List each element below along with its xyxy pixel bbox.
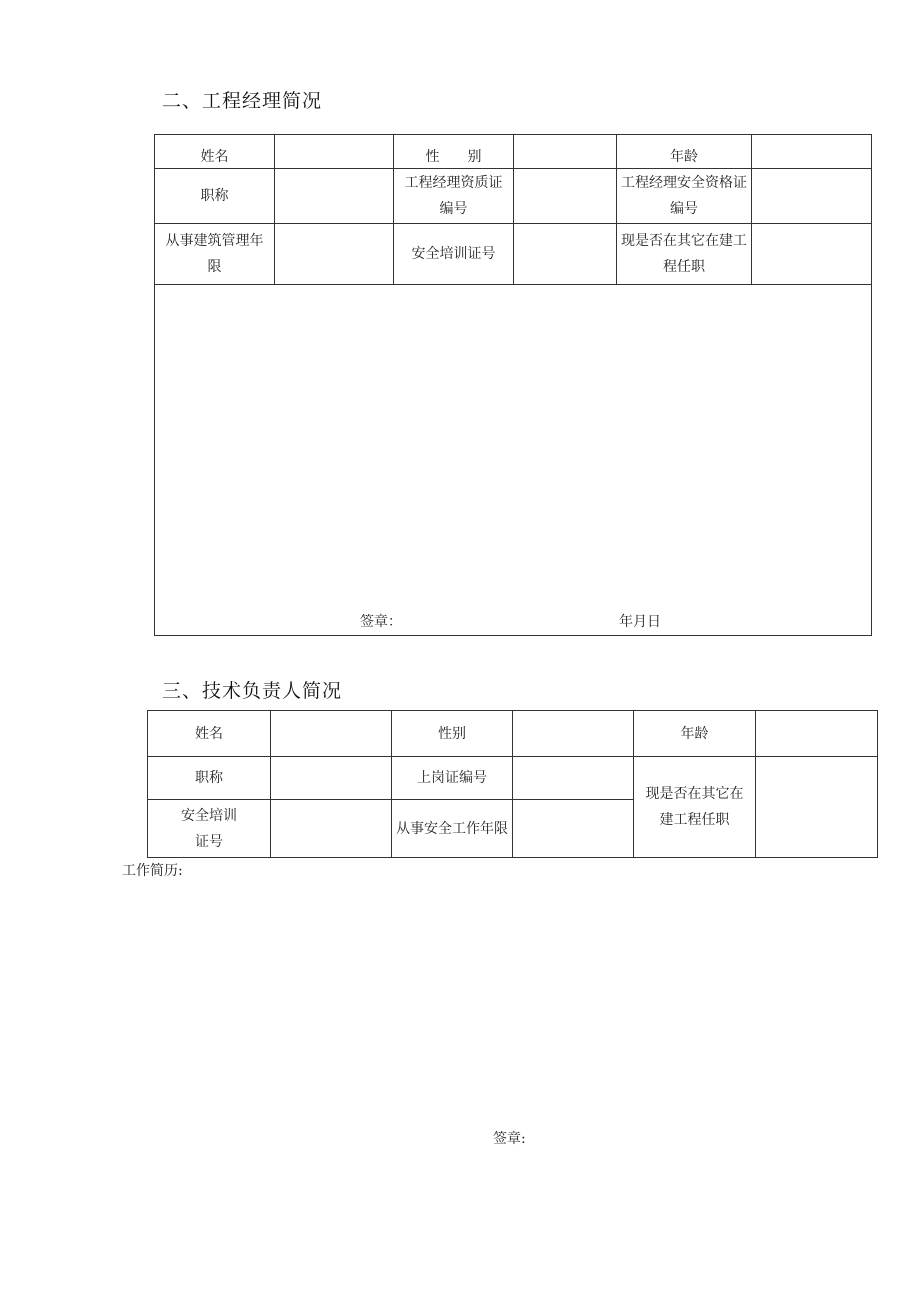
tl-other-project-value-cell[interactable] bbox=[756, 757, 878, 858]
tl-title-value-cell[interactable] bbox=[271, 757, 392, 800]
age-value-cell[interactable] bbox=[752, 135, 872, 169]
label-name: 姓名 bbox=[155, 135, 275, 169]
tl-signature-label: 签章: bbox=[493, 1131, 526, 1147]
tl-age-value-cell[interactable] bbox=[756, 711, 878, 757]
label-gender: 性 别 bbox=[394, 135, 514, 169]
pm-resume-area[interactable] bbox=[155, 285, 872, 636]
tl-label-gender: 性别 bbox=[392, 711, 513, 757]
technical-lead-table bbox=[147, 710, 878, 858]
safety-training-value-cell[interactable] bbox=[514, 224, 617, 285]
project-manager-table bbox=[154, 134, 872, 636]
name-value-cell[interactable] bbox=[275, 135, 394, 169]
tl-label-age: 年龄 bbox=[634, 711, 756, 757]
label-construction-years: 从事建筑管理年限 bbox=[155, 224, 275, 285]
tl-label-safety-work-years: 从事安全工作年限 bbox=[392, 800, 513, 858]
tl-safety-work-years-value-cell[interactable] bbox=[513, 800, 634, 858]
pm-date-label: 年月日 bbox=[619, 614, 661, 630]
tl-label-title: 职称 bbox=[148, 757, 271, 800]
label-pm-qualification-no: 工程经理资质证编号 bbox=[394, 169, 514, 224]
gender-value-cell[interactable] bbox=[514, 135, 617, 169]
section3-heading: 三、技术负责人简况 bbox=[162, 680, 343, 702]
tl-post-cert-value-cell[interactable] bbox=[513, 757, 634, 800]
tl-gender-value-cell[interactable] bbox=[513, 711, 634, 757]
work-history-label: 工作简历: bbox=[122, 863, 183, 879]
label-age: 年龄 bbox=[617, 135, 752, 169]
label-safety-training-no: 安全培训证号 bbox=[394, 224, 514, 285]
title-value-cell[interactable] bbox=[275, 169, 394, 224]
pm-qualification-value-cell[interactable] bbox=[514, 169, 617, 224]
tl-label-name: 姓名 bbox=[148, 711, 271, 757]
label-pm-safety-cert-no: 工程经理安全资格证编号 bbox=[617, 169, 752, 224]
section2-heading: 二、工程经理简况 bbox=[162, 90, 323, 112]
pm-safety-cert-value-cell[interactable] bbox=[752, 169, 872, 224]
tl-label-other-project: 现是否在其它在建工程任职 bbox=[634, 757, 756, 858]
tl-safety-training-value-cell[interactable] bbox=[271, 800, 392, 858]
other-project-value-cell[interactable] bbox=[752, 224, 872, 285]
pm-signature-label: 签章： bbox=[360, 614, 402, 630]
tl-name-value-cell[interactable] bbox=[271, 711, 392, 757]
construction-years-value-cell[interactable] bbox=[275, 224, 394, 285]
label-title: 职称 bbox=[155, 169, 275, 224]
label-other-project: 现是否在其它在建工程任职 bbox=[617, 224, 752, 285]
tl-label-post-cert-no: 上岗证编号 bbox=[392, 757, 513, 800]
tl-label-safety-training-no: 安全培训证号 bbox=[148, 800, 271, 858]
